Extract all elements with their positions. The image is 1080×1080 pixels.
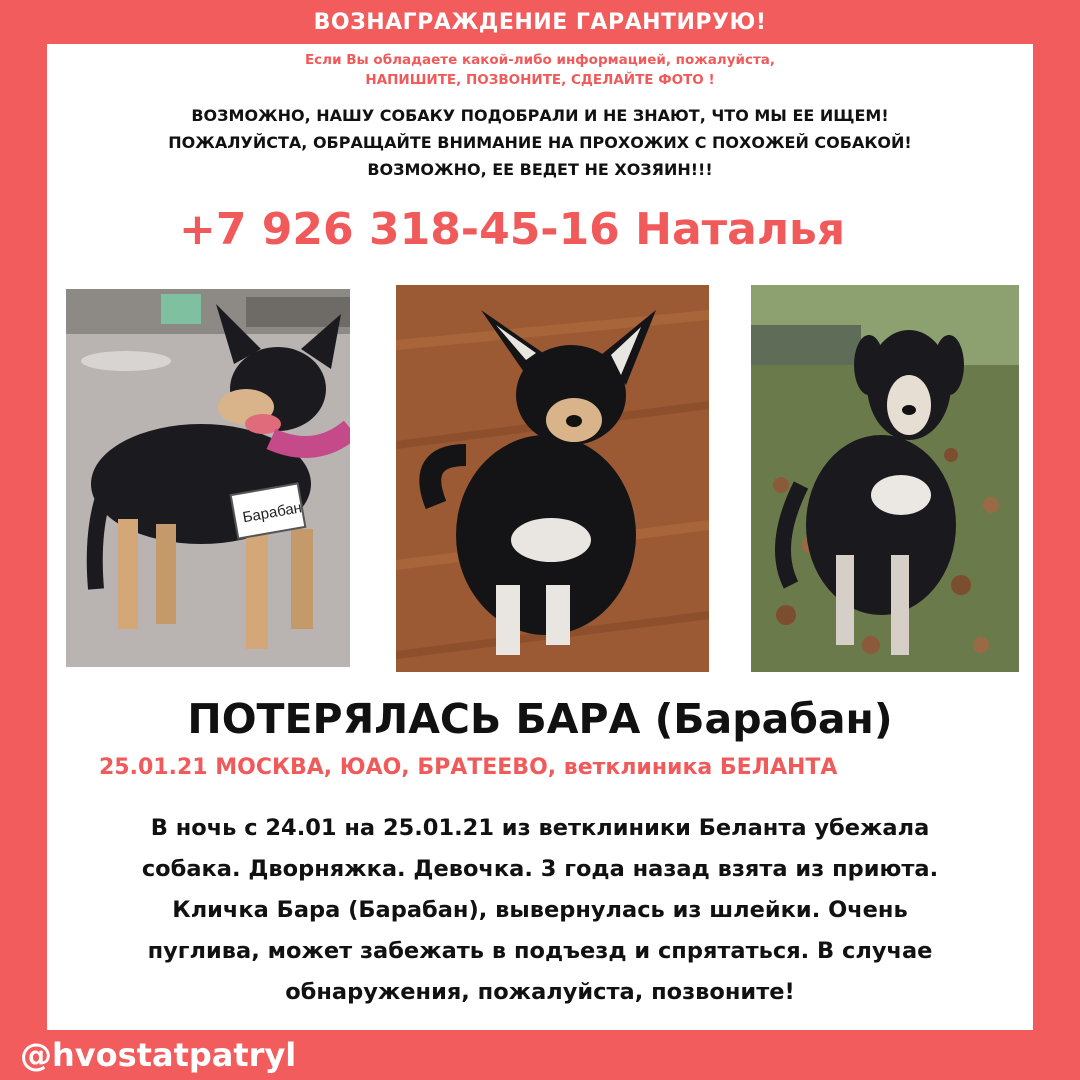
notice-text	[47, 102, 1033, 183]
contact-phone: +7 926 318-45-16 Наталья	[179, 204, 846, 255]
story-line-2: собака. Дворняжка. Девочка. 3 года назад взята из приюта.	[141, 856, 939, 882]
story-text	[57, 808, 1023, 1013]
notice-line-3: ВОЗМОЖНО, ЕЕ ВЕДЕТ НЕ ХОЗЯИН!!!	[367, 160, 713, 179]
story-line-4: пуглива, может забежать в подъезд и спрятаться. В случае	[147, 938, 933, 964]
lost-dog-headline: ПОТЕРЯЛАСЬ БАРА (Барабан)	[187, 695, 893, 743]
poster-card	[47, 44, 1033, 1030]
story-line-3: Кличка Бара (Барабан), вывернулась из шлейки. Очень	[172, 897, 908, 923]
intro-line-2: НАПИШИТЕ, ПОЗВОНИТЕ, СДЕЛАЙТЕ ФОТО !	[365, 72, 715, 88]
dog-photo-standing	[66, 289, 350, 667]
date-location: 25.01.21 МОСКВА, ЮАО, БРАТЕЕВО, ветклиника БЕЛАНТА	[99, 755, 838, 780]
dog-photo-sitting-floor	[396, 285, 709, 672]
intro-line-1: Если Вы обладаете какой-либо информацией, пожалуйста,	[304, 52, 776, 68]
social-handle: @hvostatpatryl	[20, 1036, 297, 1074]
notice-line-2: ПОЖАЛУЙСТА, ОБРАЩАЙТЕ ВНИМАНИЕ НА ПРОХОЖИХ С ПОХОЖЕЙ СОБАКОЙ!	[168, 133, 912, 152]
dog-photo-sitting-leaves	[751, 285, 1019, 672]
intro-text	[47, 50, 1033, 90]
reward-banner: ВОЗНАГРАЖДЕНИЕ ГАРАНТИРУЮ!	[313, 9, 767, 35]
story-line-1: В ночь с 24.01 на 25.01.21 из ветклиники Беланта убежала	[150, 815, 930, 841]
story-line-5: обнаружения, пожалуйста, позвоните!	[285, 979, 795, 1005]
notice-line-1: ВОЗМОЖНО, НАШУ СОБАКУ ПОДОБРАЛИ И НЕ ЗНАЮТ, ЧТО МЫ ЕЕ ИЩЕМ!	[191, 106, 889, 125]
name-tag-text: Барабан	[241, 499, 304, 527]
